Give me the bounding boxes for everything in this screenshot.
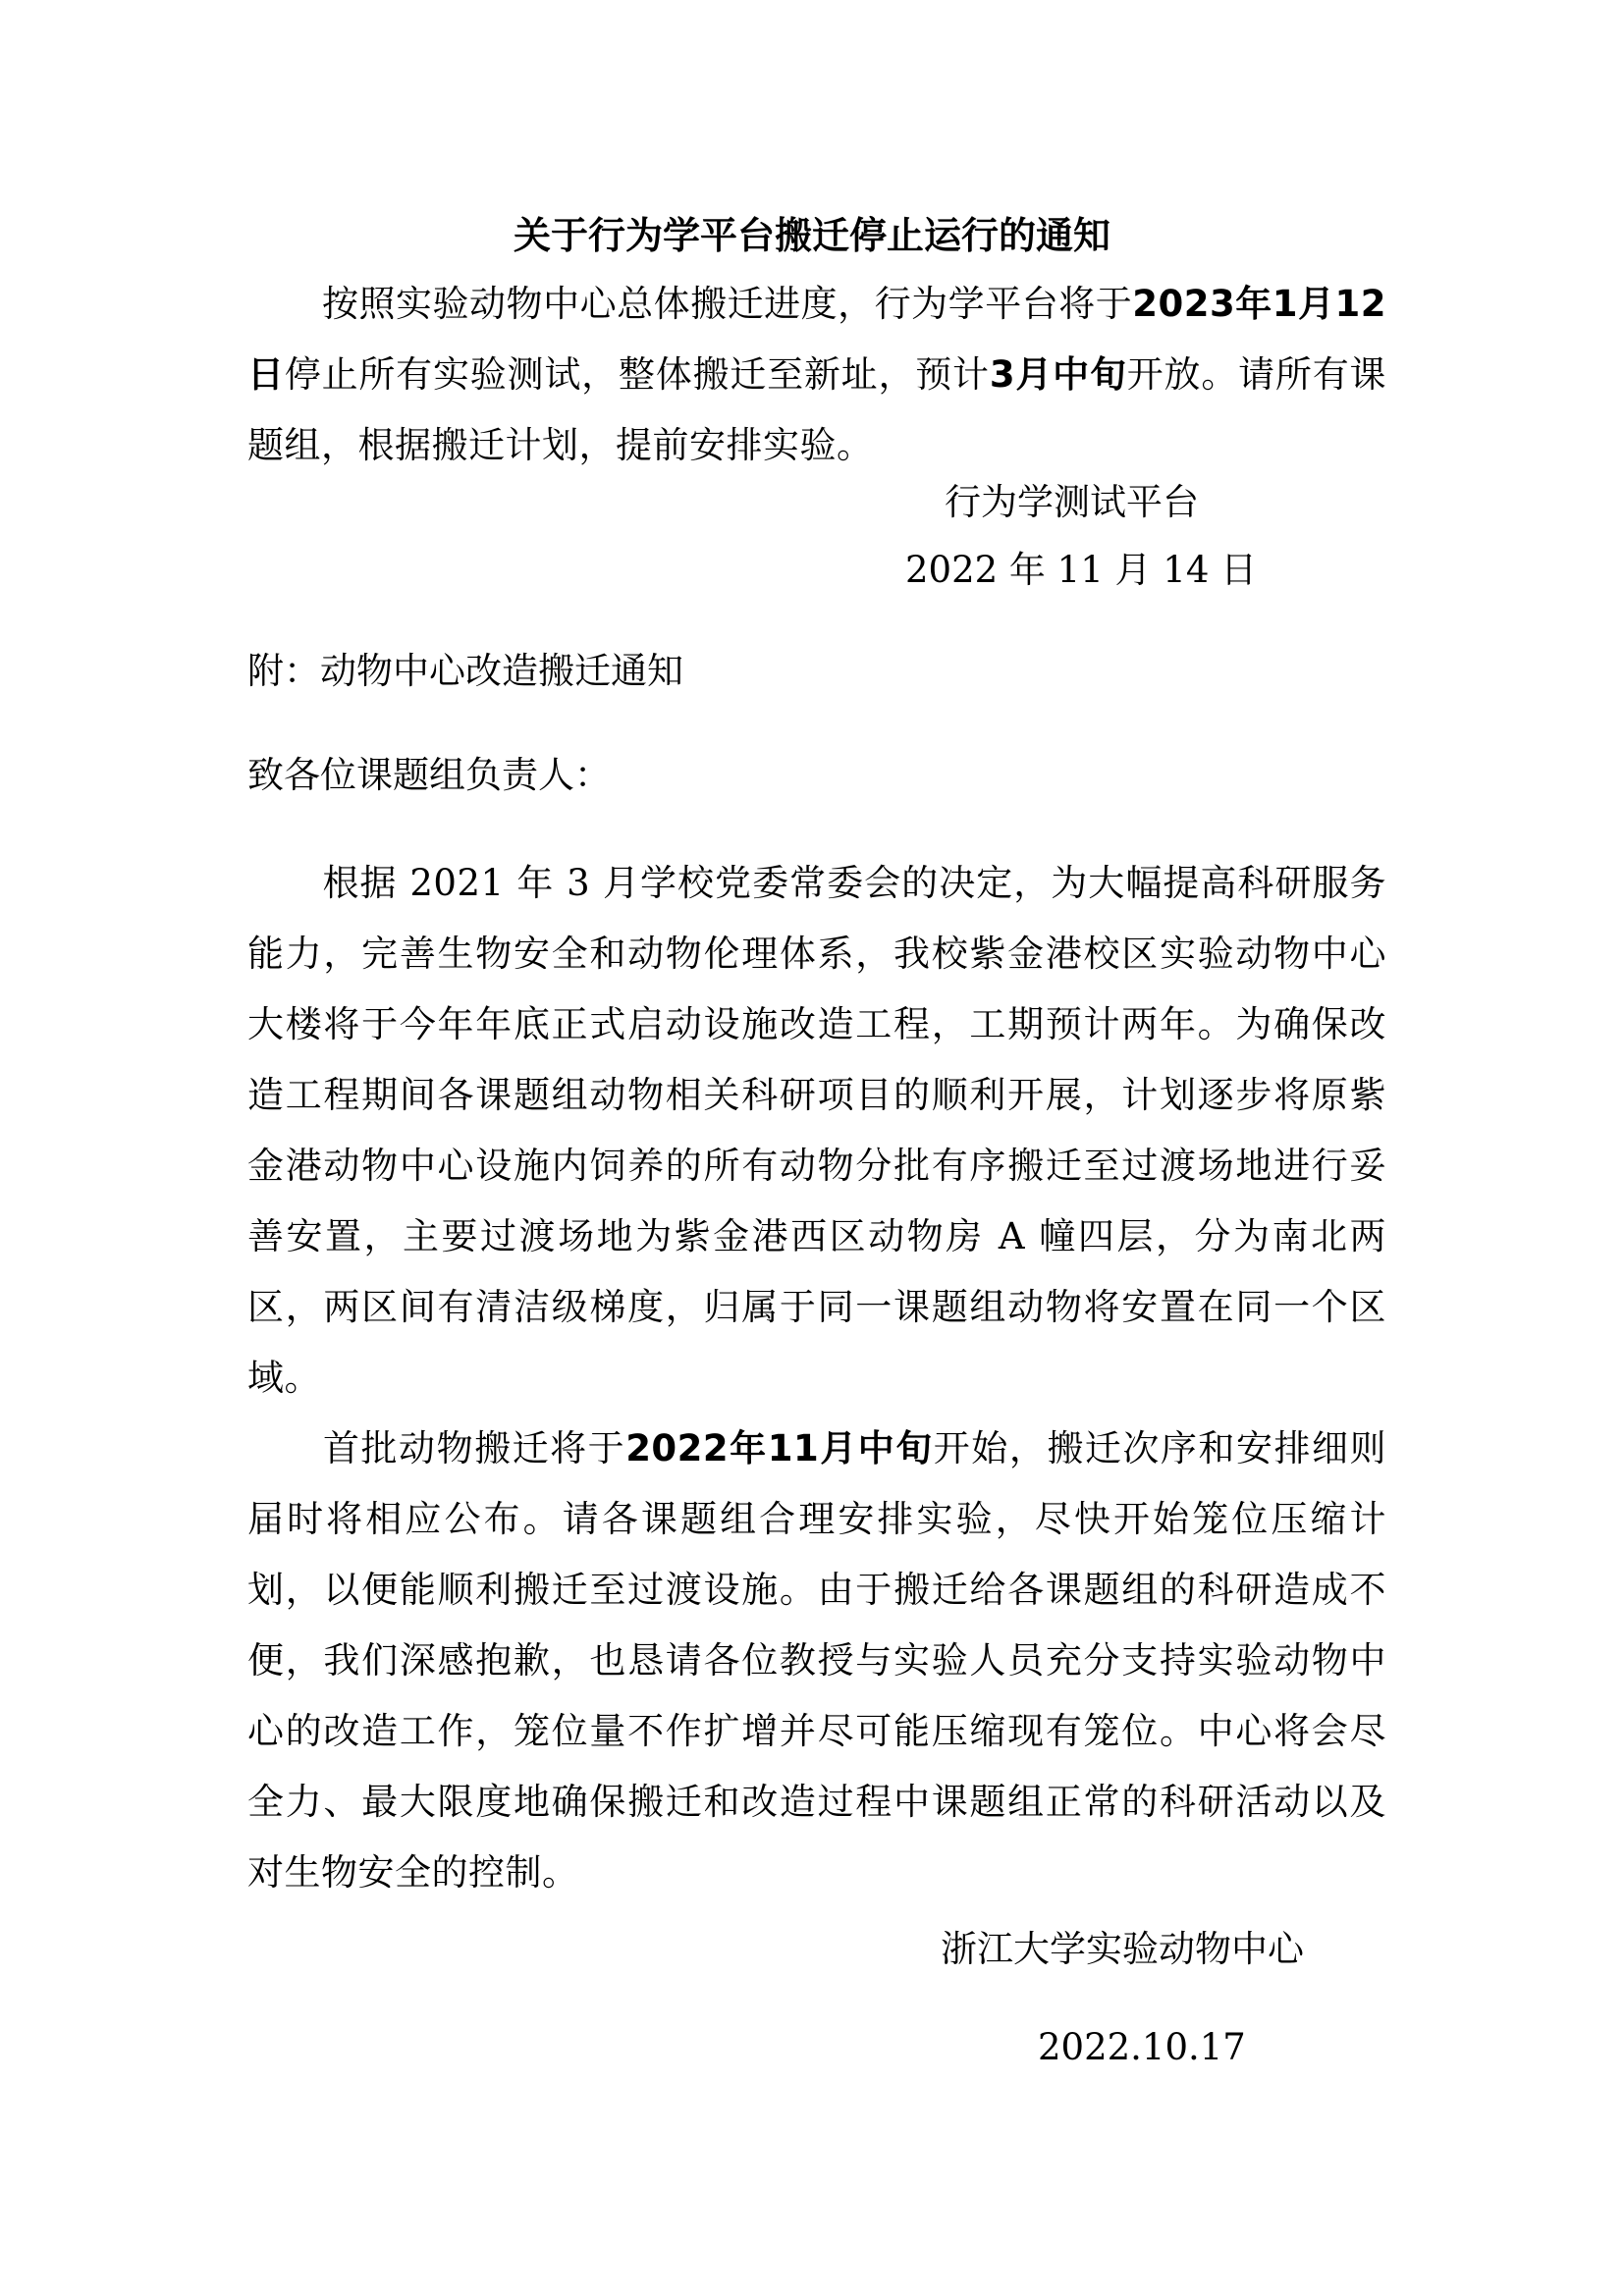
notice-body-text-1: 按照实验动物中心总体搬迁进度，行为学平台将于 (322, 283, 1133, 325)
body-paragraph-1-text: 根据 2021 年 3 月学校党委常委会的决定，为大幅提高科研服务能力，完善生物安全和动物伦理体系，我校紫金港校区实验动物中心大楼将于今年年底正式启动设施改造工程，工期预计两年。为确保改造工程期间各课题组动物相关科研项目的顺利开展，计划逐步将原紫金港动物中心设施内饲养的所有动物分批有序搬迁至过渡场地进行妥善安置，主要过渡场地为紫金港西区动物房 A 幢四层，分为南北两区，两区间有清洁级梯度，归属于同一课题组动物将安置在同一个区域。 (247, 862, 1386, 1399)
notice-signer: 行为学测试平台 (945, 481, 1199, 523)
body-paragraph-2-text-1: 首批动物搬迁将于 (322, 1427, 626, 1469)
notice-body-text-3: 开放。请所有课题组，根据搬迁计划，提前安排实验。 (247, 353, 1387, 466)
body-paragraph-2 (247, 1414, 1386, 1908)
relocation-start-time: 2022年11月中旬 (625, 1427, 934, 1469)
closing-date: 2022.10.17 (1038, 2026, 1246, 2068)
closing-signer: 浙江大学实验动物中心 (941, 1928, 1304, 1970)
body-paragraph-1 (247, 848, 1386, 1414)
attachment-label: 附：动物中心改造搬迁通知 (247, 650, 683, 692)
salutation: 致各位课题组负责人： (247, 754, 611, 796)
notice-stop-date: 2023年1月12日 (247, 283, 1387, 396)
notice-title: 关于行为学平台搬迁停止运行的通知 (513, 213, 1110, 257)
notice-reopen-time: 3月中旬 (989, 353, 1127, 396)
notice-body-text-2: 停止所有实验测试，整体搬迁至新址，预计 (284, 353, 990, 396)
notice-date: 2022 年 11 月 14 日 (905, 549, 1258, 591)
body-paragraph-2-text-2: 开始，搬迁次序和安排细则届时将相应公布。请各课题组合理安排实验，尽快开始笼位压缩计划，以便能顺利搬迁至过渡设施。由于搬迁给各课题组的科研造成不便，我们深感抱歉，也恳请各位教授与实验人员充分支持实验动物中心的改造工作，笼位量不作扩增并尽可能压缩现有笼位。中心将会尽全力、最大限度地确保搬迁和改造过程中课题组正常的科研活动以及对生物安全的控制。 (247, 1427, 1387, 1894)
notice-body (247, 269, 1386, 481)
